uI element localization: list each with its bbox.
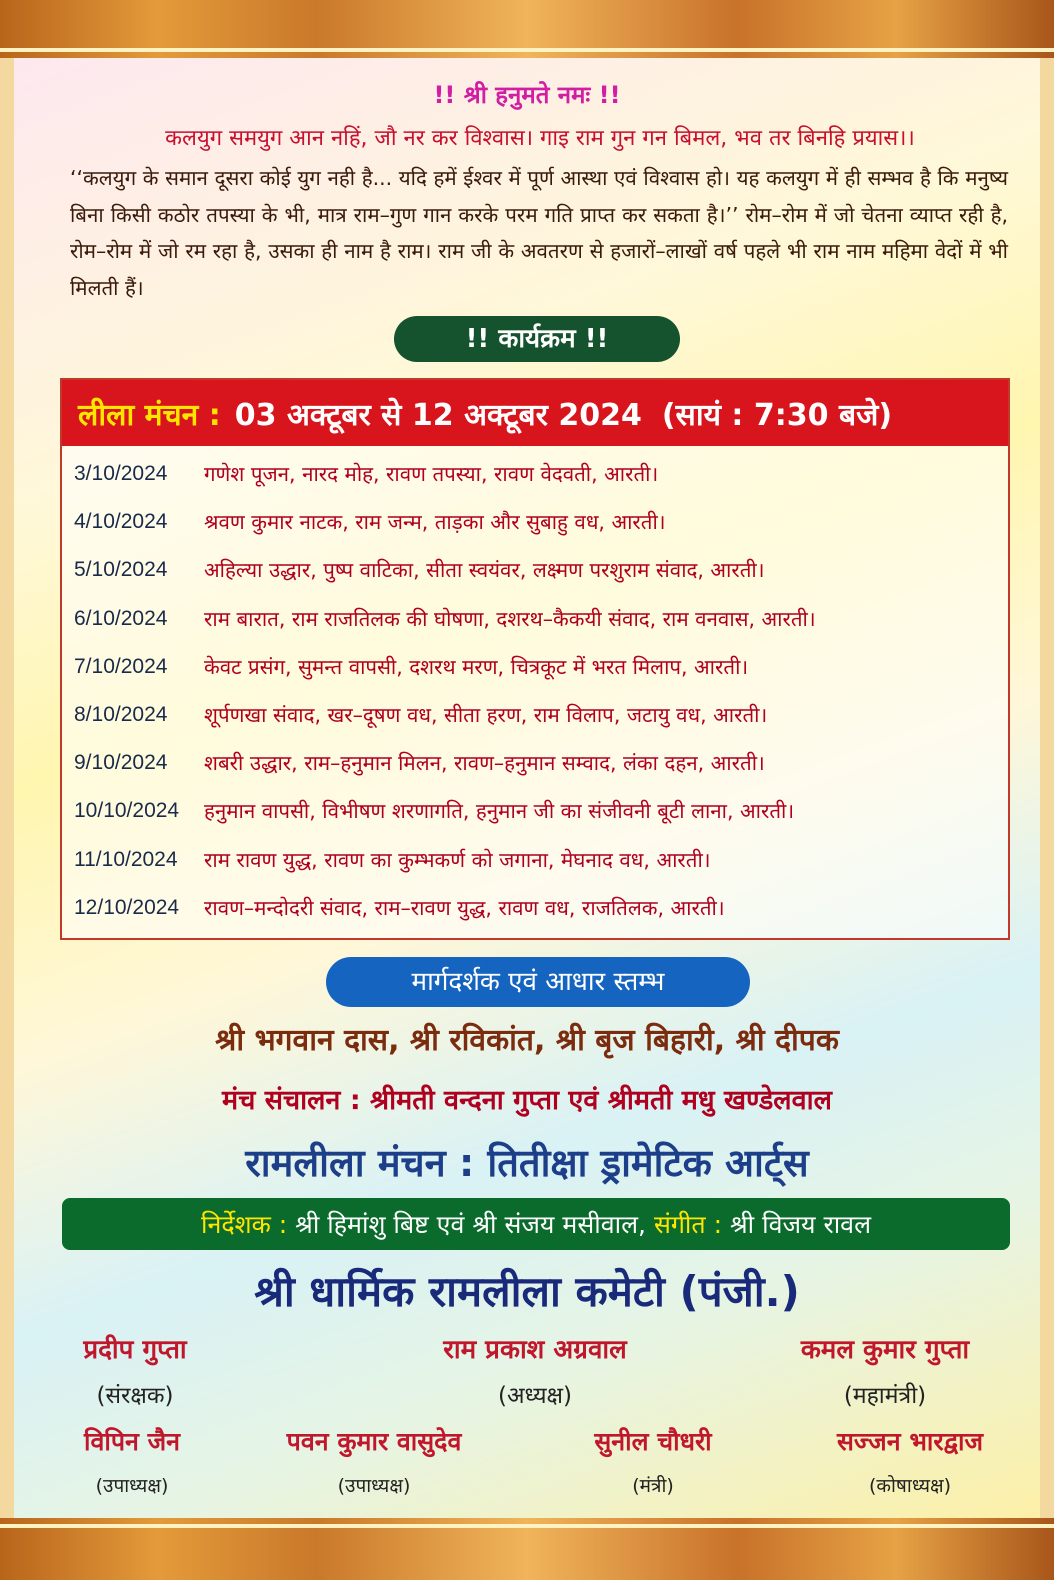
schedule-row — [62, 691, 1008, 739]
member-name: विपिन जैन — [83, 1427, 181, 1456]
schedule-rows — [62, 446, 1008, 932]
schedule-date: 11/10/2024 — [74, 847, 178, 871]
schedule-date: 7/10/2024 — [74, 654, 168, 678]
intro-paragraph: ‘‘कलयुग के समान दूसरा कोई युग नही है... यदि हमें ईश्वर में पूर्ण आस्था एवं विश्वास हो। यह कलयुग में ही सम्भव है कि मनुष्य बिना किसी कठोर तपस्या के भी, मात्र राम–गुण गान करके परम गति प्राप्त कर सकता है।’’ रोम–रोम में जो चेतना व्याप्त रही है, रोम–रोम में जो रम रहा है, उसका ही नाम है राम। राम जी के अवतरण से हजारों–लाखों वर्ष पहले भी राम नाम महिमा वेदों में भी मिलती हैं। — [70, 166, 1008, 300]
member-card — [252, 1424, 496, 1498]
member-name: सुनील चौधरी — [594, 1427, 712, 1456]
schedule-row — [62, 498, 1008, 546]
schedule-row — [62, 787, 1008, 835]
member-card — [548, 1424, 758, 1498]
member-name: कमल कुमार गुप्ता — [800, 1335, 970, 1365]
schedule-date: 9/10/2024 — [74, 751, 168, 775]
schedule-events: केवट प्रसंग, सुमन्त वापसी, दशरथ मरण, चित्रकूट में भरत मिलाप, आरती। — [204, 654, 749, 679]
member-role: (अध्यक्ष) — [498, 1383, 572, 1409]
member-role: (महामंत्री) — [843, 1383, 927, 1409]
schedule-date: 3/10/2024 — [74, 462, 168, 486]
schedule-row — [62, 595, 1008, 643]
decorative-bottom-border — [0, 1518, 1054, 1580]
member-name: पवन कुमार वासुदेव — [286, 1427, 462, 1456]
schedule-header-dates: 03 अक्टूबर से 12 अक्टूबर 2024 — [234, 397, 642, 433]
schedule-date: 10/10/2024 — [74, 799, 180, 823]
schedule-events: श्रवण कुमार नाटक, राम जन्म, ताड़का और सुबाहु वध, आरती। — [204, 510, 666, 535]
schedule-header — [62, 380, 1008, 446]
committee-name: श्री धार्मिक रामलीला कमेटी (पंजी.) — [254, 1267, 800, 1316]
schedule-events: शबरी उद्धार, राम–हनुमान मिलन, रावण–हनुमान सम्वाद, लंका दहन, आरती। — [204, 751, 765, 776]
schedule-date: 12/10/2024 — [74, 895, 180, 919]
schedule-events: गणेश पूजन, नारद मोह, रावण तपस्या, रावण वेदवती, आरती। — [204, 462, 659, 487]
music-label: संगीत : — [653, 1210, 723, 1239]
director-names: श्री हिमांशु बिष्ट एवं श्री संजय मसीवाल, — [295, 1210, 646, 1239]
ramlila-staging-line: रामलीला मंचन : तितीक्षा ड्रामेटिक आर्ट्स — [245, 1141, 809, 1185]
member-role: (उपाध्यक्ष) — [337, 1475, 411, 1497]
member-card — [40, 1330, 230, 1410]
member-card — [750, 1330, 1020, 1410]
schedule-events: अहिल्या उद्धार, पुष्प वाटिका, सीता स्वयंवर, लक्ष्मण परशुराम संवाद, आरती। — [204, 558, 765, 583]
doha-verse: कलयुग समयुग आन नहिं, जौ नर कर विश्वास। गाइ राम गुन गन बिमल, भव तर बिनहि प्रयास।। — [165, 126, 915, 151]
stage-anchor-line: मंच संचालन : श्रीमती वन्दना गुप्ता एवं श्रीमती मधु खण्डेलवाल — [222, 1085, 832, 1116]
director-music-bar — [62, 1198, 1010, 1250]
member-name: प्रदीप गुप्ता — [83, 1335, 187, 1365]
schedule-events: शूर्पणखा संवाद, खर–दूषण वध, सीता हरण, राम विलाप, जटायु वध, आरती। — [204, 703, 768, 728]
guides-names: श्री भगवान दास, श्री रविकांत, श्री बृज बिहारी, श्री दीपक — [215, 1023, 839, 1058]
decorative-top-border — [0, 0, 1054, 58]
member-card — [800, 1424, 1020, 1498]
invocation-heading: !! श्री हनुमते नमः !! — [433, 81, 621, 109]
schedule-date: 4/10/2024 — [74, 510, 168, 534]
program-label: !! कार्यक्रम !! — [394, 316, 680, 362]
schedule-events: हनुमान वापसी, विभीषण शरणागति, हनुमान जी का संजीवनी बूटी लाना, आरती। — [204, 799, 795, 824]
schedule-date: 6/10/2024 — [74, 606, 168, 630]
schedule-row — [62, 546, 1008, 594]
schedule-events: राम रावण युद्ध, रावण का कुम्भकर्ण को जगाना, मेघनाद वध, आरती। — [204, 847, 711, 872]
member-name: सज्जन भारद्वाज — [836, 1427, 983, 1456]
schedule-row — [62, 643, 1008, 691]
member-role: (संरक्षक) — [96, 1383, 174, 1409]
member-role: (उपाध्यक्ष) — [95, 1475, 169, 1497]
member-name: राम प्रकाश अग्रवाल — [443, 1335, 627, 1365]
schedule-row — [62, 450, 1008, 498]
director-label: निर्देशक : — [200, 1210, 288, 1239]
schedule-row — [62, 836, 1008, 884]
schedule-events: रावण–मन्दोदरी संवाद, राम–रावण युद्ध, रावण वध, राजतिलक, आरती। — [204, 895, 725, 920]
schedule-date: 5/10/2024 — [74, 558, 168, 582]
member-card — [380, 1330, 690, 1410]
schedule-row — [62, 884, 1008, 932]
schedule-events: राम बारात, राम राजतिलक की घोषणा, दशरथ–कैकयी संवाद, राम वनवास, आरती। — [204, 606, 816, 631]
schedule-header-time: (सायं : 7:30 बजे) — [661, 397, 893, 433]
schedule-table — [60, 378, 1010, 940]
member-role: (कोषाध्यक्ष) — [868, 1475, 952, 1497]
member-card — [48, 1424, 216, 1498]
schedule-date: 8/10/2024 — [74, 703, 168, 727]
schedule-header-label: लीला मंचन : — [78, 397, 221, 433]
member-role: (मंत्री) — [632, 1475, 674, 1497]
music-name: श्री विजय रावल — [729, 1210, 872, 1239]
guides-label: मार्गदर्शक एवं आधार स्तम्भ — [326, 957, 750, 1007]
schedule-row — [62, 739, 1008, 787]
